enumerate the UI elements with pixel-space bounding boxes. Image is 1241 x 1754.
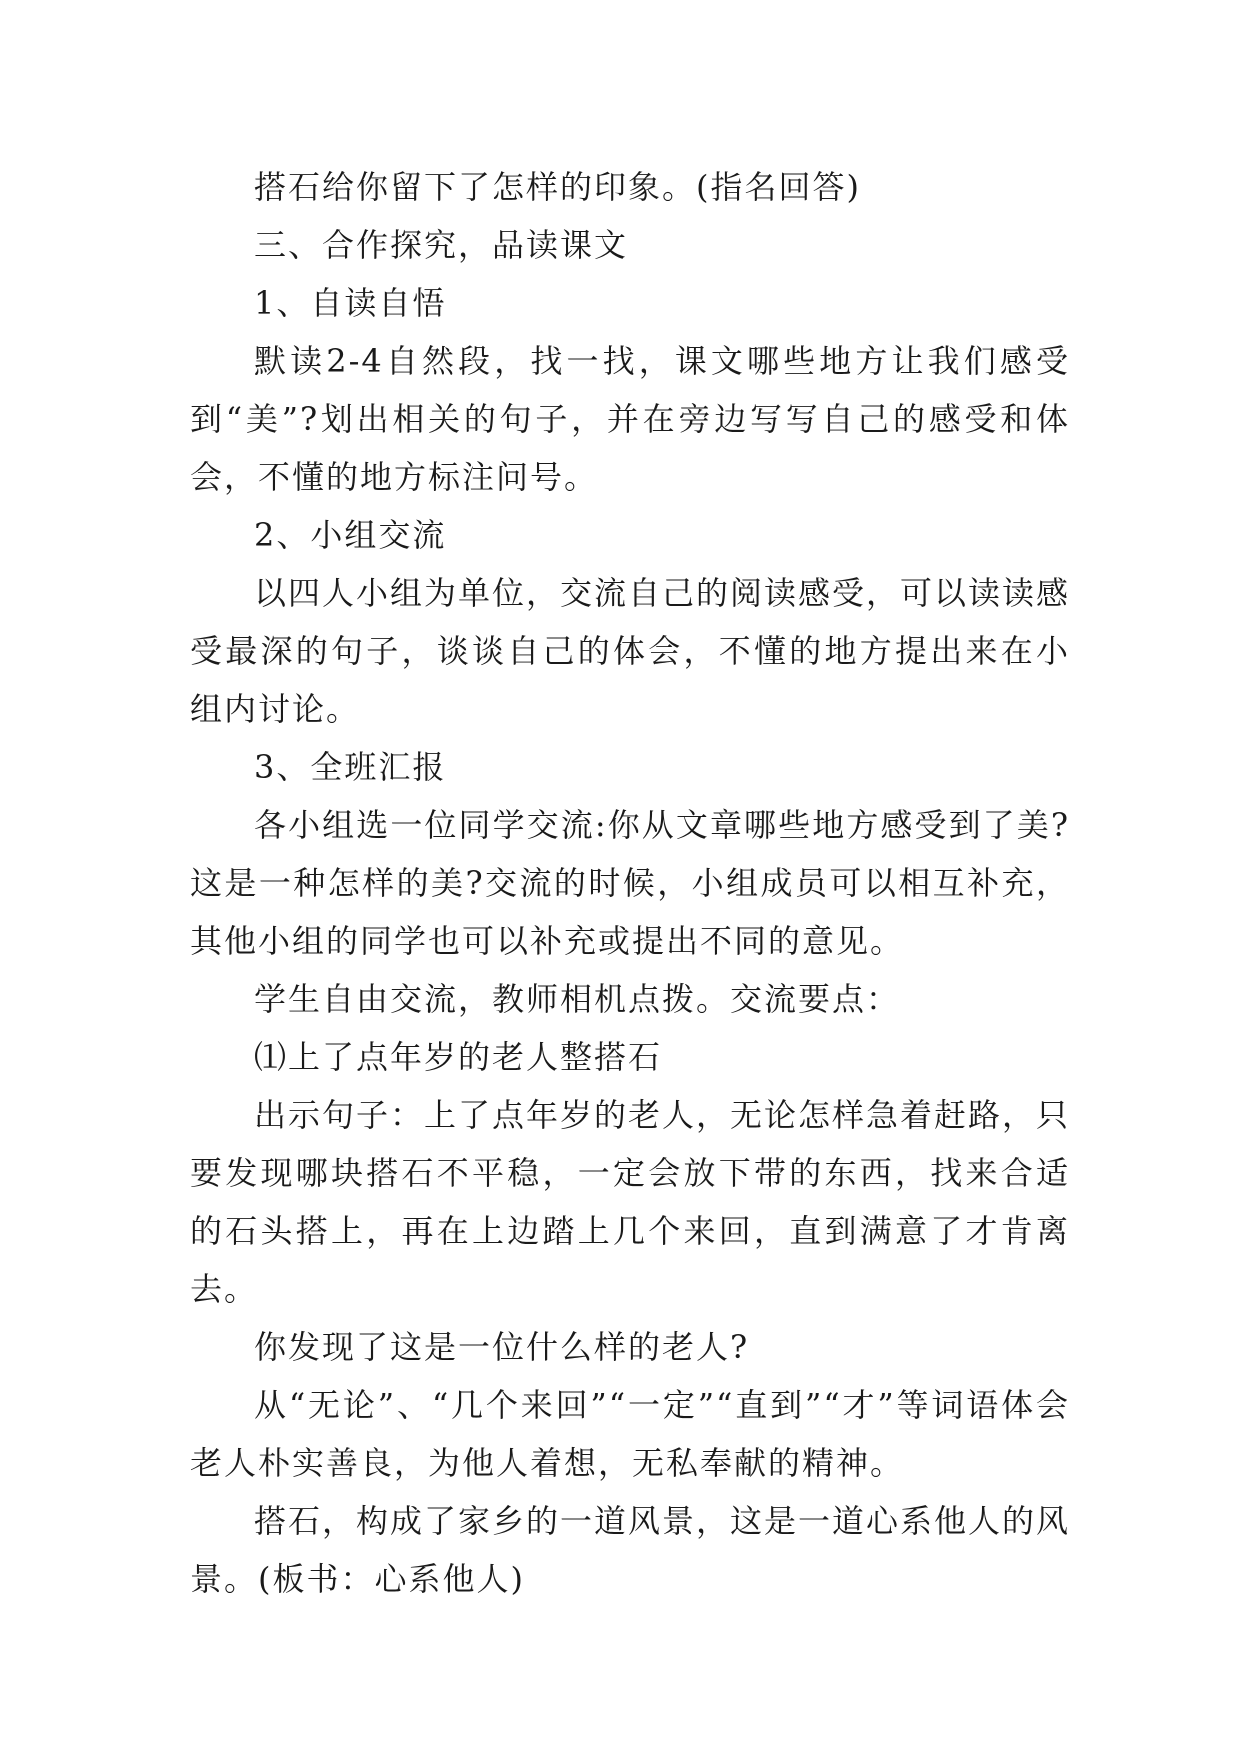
paragraph-class-report-task: 各小组选一位同学交流:你从文章哪些地方感受到了美?这是一种怎样的美?交流的时候，小组成员可以相互补充，其他小组的同学也可以补充或提出不同的意见。 [190, 806, 1070, 960]
paragraph-free-exchange: 学生自由交流，教师相机点拨。交流要点： [254, 980, 901, 1018]
paragraph-word-analysis: 从“无论”、“几个来回”“一定”“直到”“才”等词语体会老人朴实善良，为他人着想，无私奉献的精神。 [190, 1386, 1070, 1482]
point-heading-elderly-fix-stones: ⑴上了点年岁的老人整搭石 [254, 1038, 663, 1076]
step-heading-group-discussion: 2、小组交流 [254, 516, 447, 554]
paragraph-scenery-summary: 搭石，构成了家乡的一道风景，这是一道心系他人的风景。(板书：心系他人) [190, 1502, 1071, 1598]
paragraph-what-kind-of-elder: 你发现了这是一位什么样的老人? [254, 1328, 750, 1366]
section-heading-cooperative-inquiry: 三、合作探究，品读课文 [254, 226, 629, 264]
paragraph-silent-reading-task: 默读2-4自然段，找一找，课文哪些地方让我们感受到“美”?划出相关的句子，并在旁边写写自己的感受和体会，不懂的地方标注问号。 [190, 342, 1070, 496]
document-body [190, 158, 1070, 1608]
paragraph-group-discussion-task: 以四人小组为单位，交流自己的阅读感受，可以读读感受最深的句子，谈谈自己的体会，不懂的地方提出来在小组内讨论。 [190, 574, 1071, 728]
step-heading-self-reading: 1、自读自悟 [254, 284, 447, 322]
paragraph-impression-question: 搭石给你留下了怎样的印象。(指名回答) [254, 168, 861, 206]
paragraph-show-sentence: 出示句子：上了点年岁的老人，无论怎样急着赶路，只要发现哪块搭石不平稳，一定会放下带的东西，找来合适的石头搭上，再在上边踏上几个来回，直到满意了才肯离去。 [190, 1096, 1071, 1308]
step-heading-class-report: 3、全班汇报 [254, 748, 447, 786]
